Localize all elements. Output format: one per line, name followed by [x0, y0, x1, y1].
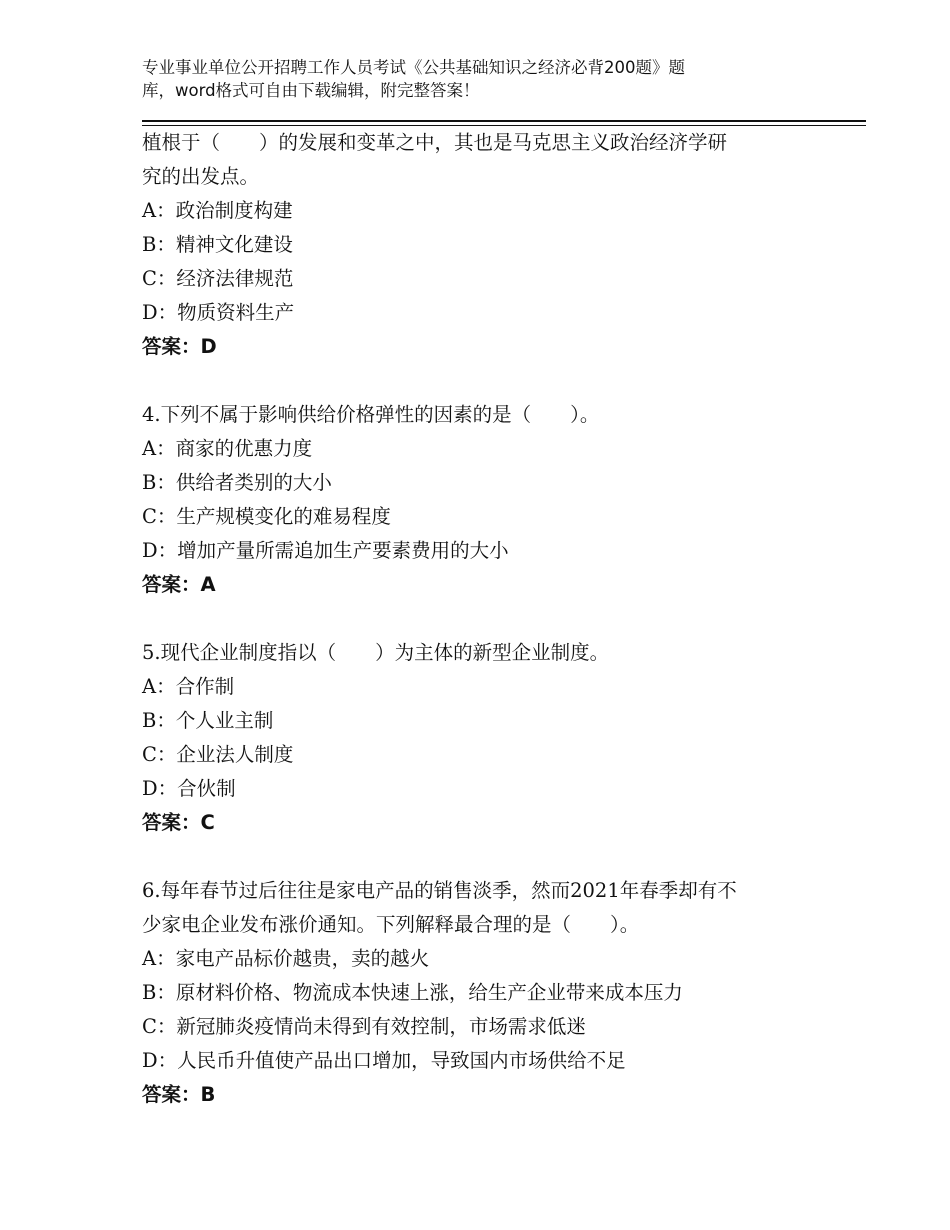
option-b: B：原材料价格、物流成本快速上涨，给生产企业带来成本压力 [142, 981, 683, 1004]
option-a: A：家电产品标价越贵，卖的越火 [142, 947, 430, 970]
spacer [142, 840, 842, 874]
question-stem: 究的出发点。 [142, 165, 260, 188]
option-d: D：增加产量所需追加生产要素费用的大小 [142, 539, 509, 562]
header-line-1: 专业事业单位公开招聘工作人员考试《公共基础知识之经济必背200题》题 [142, 58, 685, 77]
option-a: A：商家的优惠力度 [142, 437, 313, 460]
question-stem: 少家电企业发布涨价通知。下列解释最合理的是（ ）。 [142, 913, 640, 936]
question-4 [142, 398, 842, 602]
option-c: C：生产规模变化的难易程度 [142, 505, 391, 528]
option-d: D：合伙制 [142, 777, 236, 800]
question-stem: 5.现代企业制度指以（ ）为主体的新型企业制度。 [142, 641, 610, 664]
option-d: D：人民币升值使产品出口增加，导致国内市场供给不足 [142, 1049, 626, 1072]
question-5 [142, 636, 842, 840]
header-line-2: 库，word格式可自由下载编辑，附完整答案！ [142, 81, 480, 100]
spacer [142, 602, 842, 636]
option-c: C：新冠肺炎疫情尚未得到有效控制，市场需求低迷 [142, 1015, 586, 1038]
answer-label: 答案：A [142, 573, 216, 596]
answer-label: 答案：B [142, 1083, 216, 1106]
option-b: B：精神文化建设 [142, 233, 293, 256]
option-b: B：个人业主制 [142, 709, 274, 732]
header-divider [142, 120, 866, 122]
question-list [142, 126, 842, 1112]
document-header [142, 56, 782, 102]
option-c: C：经济法律规范 [142, 267, 294, 290]
option-c: C：企业法人制度 [142, 743, 294, 766]
question-3 [142, 126, 842, 364]
option-a: A：政治制度构建 [142, 199, 293, 222]
option-d: D：物质资料生产 [142, 301, 295, 324]
spacer [142, 364, 842, 398]
question-stem: 6.每年春节过后往往是家电产品的销售淡季，然而2021年春季却有不 [142, 879, 737, 902]
option-a: A：合作制 [142, 675, 235, 698]
option-b: B：供给者类别的大小 [142, 471, 332, 494]
answer-label: 答案：D [142, 335, 217, 358]
answer-label: 答案：C [142, 811, 215, 834]
question-6 [142, 874, 842, 1112]
question-stem: 植根于（ ）的发展和变革之中，其也是马克思主义政治经济学研 [142, 131, 728, 154]
question-stem: 4.下列不属于影响供给价格弹性的因素的是（ ）。 [142, 403, 600, 426]
